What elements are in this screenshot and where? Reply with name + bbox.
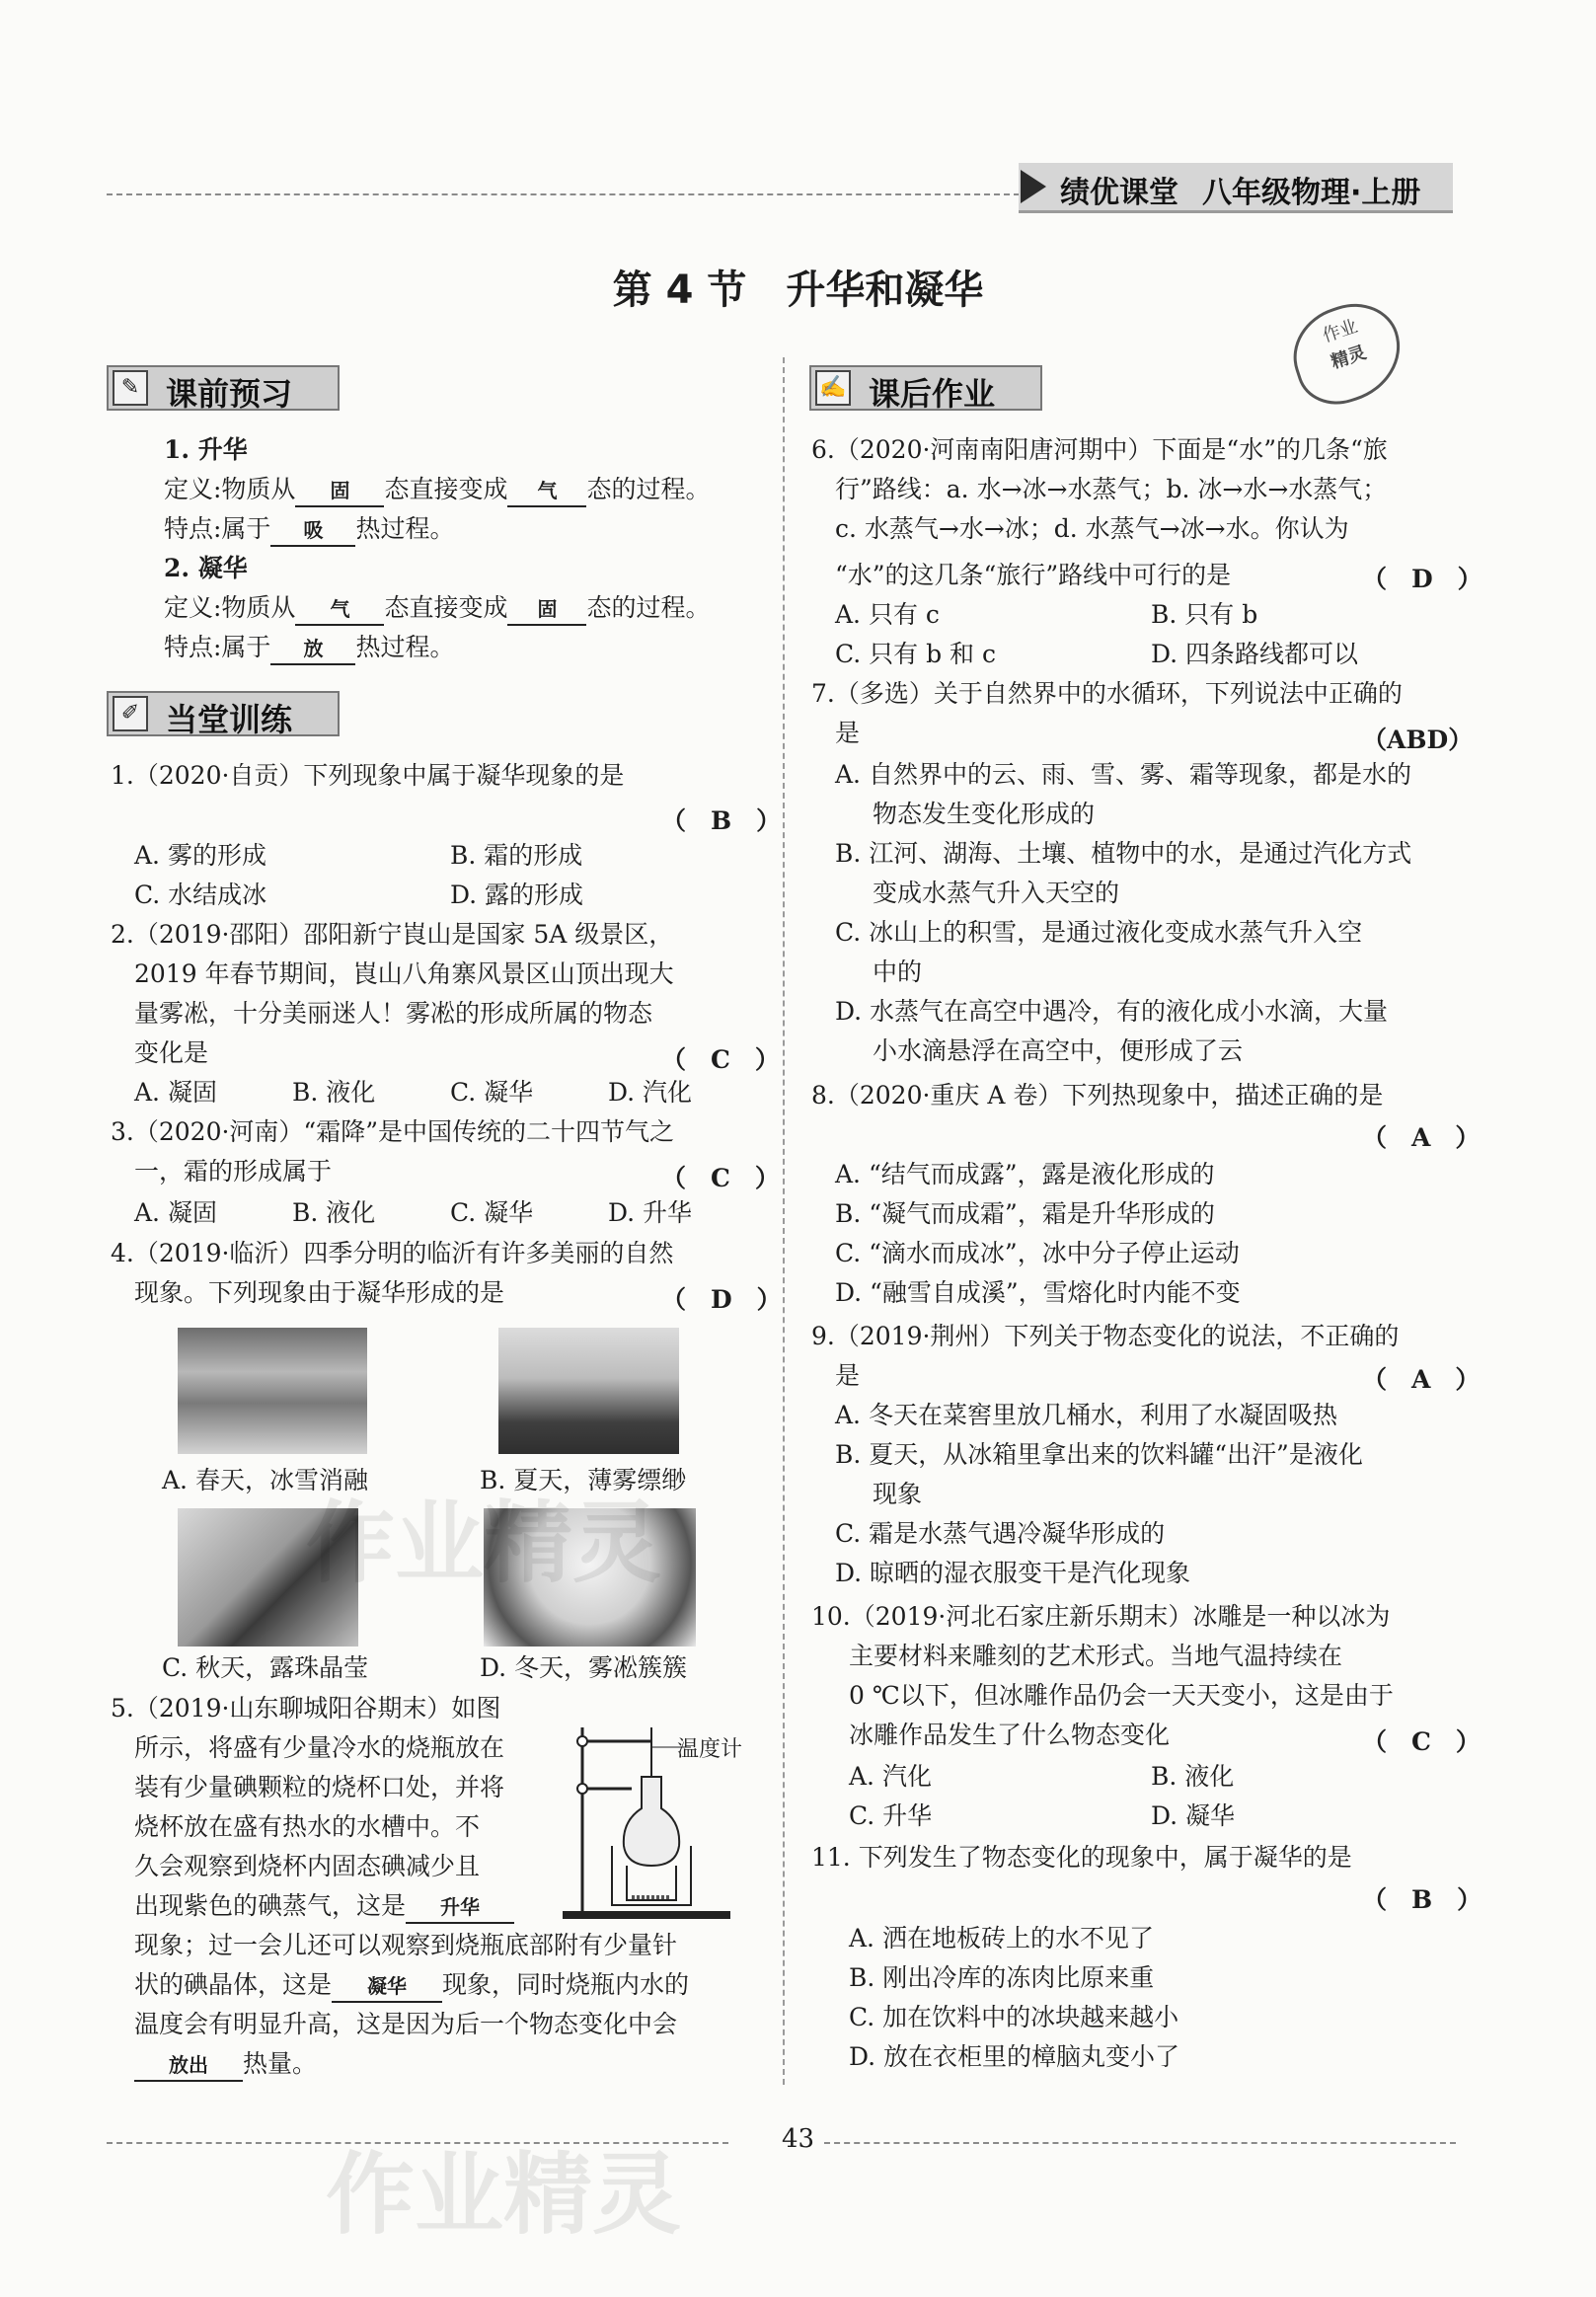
q10-option-a: A. 汽化 xyxy=(849,1762,932,1791)
q11-option-c: C. 加在饮料中的冰块越来越小 xyxy=(849,2003,1179,2031)
q9-line2: 是 xyxy=(835,1361,861,1390)
q10-answer: （ C ） xyxy=(1362,1727,1481,1756)
q10-option-b: B. 液化 xyxy=(1151,1762,1235,1791)
q10-line3: 0 ℃以下，但冰雕作品仍会一天天变小，这是由于 xyxy=(849,1681,1394,1710)
q3-line2: 一，霜的形成属于 xyxy=(134,1157,333,1186)
q6-option-b: B. 只有 b xyxy=(1151,600,1258,629)
q8-option-c: C. “滴水而成冰”，冰中分子停止运动 xyxy=(835,1239,1240,1267)
q11-option-b: B. 刚出冷库的冻肉比原来重 xyxy=(849,1963,1155,1992)
q5-line10: 放出 热量。 xyxy=(134,2044,317,2084)
q10-option-d: D. 凝华 xyxy=(1151,1801,1236,1830)
q7-option-d2: 小水滴悬浮在高空中，便形成了云 xyxy=(873,1036,1244,1065)
q4-option-a: A. 春天，冰雪消融 xyxy=(162,1466,368,1494)
q1-option-c: C. 水结成冰 xyxy=(134,881,267,909)
q6-option-d: D. 四条路线都可以 xyxy=(1151,640,1359,668)
q7-option-a1: A. 自然界中的云、雨、雪、雾、霜等现象，都是水的 xyxy=(835,760,1411,789)
q7-option-b2: 变成水蒸气升入天空的 xyxy=(873,879,1120,907)
pencil-icon: ✎ xyxy=(113,370,148,406)
q9-option-c: C. 霜是水蒸气遇冷凝华形成的 xyxy=(835,1519,1166,1548)
q1-stem: 1.（2020·自贡）下列现象中属于凝华现象的是 xyxy=(111,761,625,790)
preview-feat2: 特点:属于 放 热过程。 xyxy=(164,628,454,667)
q3-answer: （ C ） xyxy=(661,1164,780,1192)
banner-preview: ✎ 课前预习 xyxy=(107,365,340,411)
footer-dash-right xyxy=(824,2142,1456,2144)
column-divider xyxy=(783,357,785,2085)
notebook-icon: ✐ xyxy=(113,696,148,731)
q9-answer: （ A ） xyxy=(1362,1365,1481,1394)
q11-answer: （ B ） xyxy=(1362,1885,1482,1914)
q9-option-d: D. 晾晒的湿衣服变干是汽化现象 xyxy=(835,1559,1191,1587)
q2-line4: 变化是 xyxy=(134,1038,209,1067)
q7-option-c1: C. 冰山上的积雪，是通过液化变成水蒸气升入空 xyxy=(835,918,1363,947)
q1-option-d: D. 露的形成 xyxy=(450,881,584,909)
q3-option-c: C. 凝华 xyxy=(450,1198,534,1227)
q9-line1: 9.（2019·荆州）下列关于物态变化的说法，不正确的 xyxy=(811,1322,1400,1350)
watermark: 作业精灵 xyxy=(306,1492,661,1595)
q5-line7: 现象；过一会儿还可以观察到烧瓶底部附有少量针 xyxy=(134,1931,678,1959)
q2-option-a: A. 凝固 xyxy=(134,1078,217,1107)
q5-line5: 久会观察到烧杯内固态碘减少且 xyxy=(134,1852,481,1880)
q5-line8: 状的碘晶体，这是 凝华 现象，同时烧瓶内水的 xyxy=(134,1965,689,2005)
preview-h1: 1. 升华 xyxy=(164,435,248,464)
header-subtitle: 八年级物理·上册 xyxy=(1202,176,1421,210)
q3-option-d: D. 升华 xyxy=(608,1198,693,1227)
q4-line1: 4.（2019·临沂）四季分明的临沂有许多美丽的自然 xyxy=(111,1239,674,1267)
q2-line1: 2.（2019·邵阳）邵阳新宁崀山是国家 5A 级景区， xyxy=(111,920,674,949)
q4-option-d: D. 冬天，雾凇簇簇 xyxy=(480,1653,688,1682)
q5-line6: 出现紫色的碘蒸气，这是 升华 xyxy=(134,1886,514,1926)
page-number: 43 xyxy=(781,2124,815,2154)
q4-option-c: C. 秋天，露珠晶莹 xyxy=(162,1653,369,1682)
stamp-logo: 作业 精灵 xyxy=(1281,291,1413,415)
q7-option-c2: 中的 xyxy=(873,957,923,986)
q10-option-c: C. 升华 xyxy=(849,1801,933,1830)
q3-line1: 3.（2020·河南）“霜降”是中国传统的二十四节气之 xyxy=(111,1117,674,1146)
q7-option-a2: 物态发生变化形成的 xyxy=(873,800,1096,828)
q4-answer: （ D ） xyxy=(661,1285,782,1314)
q10-line1: 10.（2019·河北石家庄新乐期末）冰雕是一种以冰为 xyxy=(811,1602,1391,1631)
q4-line2: 现象。下列现象由于凝华形成的是 xyxy=(134,1278,505,1307)
photo-spring-ice xyxy=(178,1328,367,1454)
q1-option-b: B. 霜的形成 xyxy=(450,841,583,870)
q2-line2: 2019 年春节期间，崀山八角寨风景区山顶出现大 xyxy=(134,959,674,988)
q5-line3: 装有少量碘颗粒的烧杯口处，并将 xyxy=(134,1773,505,1801)
q8-answer: （ A ） xyxy=(1362,1123,1481,1152)
q10-line4: 冰雕作品发生了什么物态变化 xyxy=(849,1721,1171,1749)
q4-option-b: B. 夏天，薄雾缥缈 xyxy=(480,1466,687,1494)
q8-line1: 8.（2020·重庆 A 卷）下列热现象中，描述正确的是 xyxy=(811,1081,1384,1110)
q6-answer: （ D ） xyxy=(1362,565,1482,593)
q2-option-c: C. 凝华 xyxy=(450,1078,534,1107)
q1-answer: （ B ） xyxy=(661,806,782,835)
section-title: 第 4 节 升华和凝华 xyxy=(612,268,984,313)
q6-line3: c. 水蒸气→水→冰；d. 水蒸气→冰→水。你认为 xyxy=(835,514,1349,543)
q5-line1: 5.（2019·山东聊城阳谷期末）如图 xyxy=(111,1694,501,1723)
q9-option-b1: B. 夏天，从冰箱里拿出来的饮料罐“出汗”是液化 xyxy=(835,1440,1363,1469)
q7-answer: （ABD） xyxy=(1362,726,1474,754)
q8-option-a: A. “结气而成露”，露是液化形成的 xyxy=(835,1160,1215,1188)
q9-option-a: A. 冬天在菜窖里放几桶水，利用了水凝固吸热 xyxy=(835,1401,1337,1429)
q3-option-b: B. 液化 xyxy=(292,1198,376,1227)
q5-line4: 烧杯放在盛有热水的水槽中。不 xyxy=(134,1812,481,1841)
q3-option-a: A. 凝固 xyxy=(134,1198,217,1227)
q7-line2: 是 xyxy=(835,719,861,747)
preview-def2: 定义:物质从 气 态直接变成 固 态的过程。 xyxy=(164,588,710,628)
q1-option-a: A. 雾的形成 xyxy=(134,841,266,870)
header-dash-line xyxy=(107,193,1020,195)
header-brand: 绩优课堂 xyxy=(1060,176,1178,210)
preview-feat1: 特点:属于 吸 热过程。 xyxy=(164,509,454,549)
q8-option-b: B. “凝气而成霜”，霜是升华形成的 xyxy=(835,1199,1215,1228)
q7-option-d1: D. 水蒸气在高空中遇冷，有的液化成小水滴，大量 xyxy=(835,997,1389,1026)
q11-option-a: A. 洒在地板砖上的水不见了 xyxy=(849,1924,1154,1952)
q10-line2: 主要材料来雕刻的艺术形式。当地气温持续在 xyxy=(849,1642,1343,1670)
preview-h2: 2. 凝华 xyxy=(164,554,248,582)
watermark: 作业精灵 xyxy=(326,2143,681,2247)
banner-homework: ✍ 课后作业 xyxy=(809,365,1042,411)
q6-option-a: A. 只有 c xyxy=(835,600,940,629)
q8-option-d: D. “融雪自成溪”，雪熔化时内能不变 xyxy=(835,1278,1241,1307)
q6-line4: “水”的这几条“旅行”路线中可行的是 xyxy=(835,561,1232,589)
q11-option-d: D. 放在衣柜里的樟脑丸变小了 xyxy=(849,2042,1180,2071)
q2-answer: （ C ） xyxy=(661,1045,780,1074)
preview-def1: 定义:物质从 固 态直接变成 气 态的过程。 xyxy=(164,470,710,509)
q11-line1: 11. 下列发生了物态变化的现象中，属于凝华的是 xyxy=(811,1843,1352,1872)
photo-summer-fog xyxy=(498,1328,679,1454)
q5-line2: 所示，将盛有少量冷水的烧瓶放在 xyxy=(134,1733,505,1762)
q5-line9: 温度会有明显升高，这是因为后一个物态变化中会 xyxy=(134,2010,678,2038)
q2-option-b: B. 液化 xyxy=(292,1078,376,1107)
pen-paper-icon: ✍ xyxy=(815,370,851,406)
q6-line1: 6.（2020·河南南阳唐河期中）下面是“水”的几条“旅 xyxy=(811,435,1388,464)
q7-option-b1: B. 江河、湖海、土壤、植物中的水，是通过汽化方式 xyxy=(835,839,1412,868)
banner-practice: ✐ 当堂训练 xyxy=(107,691,340,736)
q2-line3: 量雾凇，十分美丽迷人！雾凇的形成所属的物态 xyxy=(134,999,653,1028)
q2-option-d: D. 汽化 xyxy=(608,1078,693,1107)
q7-line1: 7.（多选）关于自然界中的水循环，下列说法中正确的 xyxy=(811,679,1403,708)
q6-option-c: C. 只有 b 和 c xyxy=(835,640,996,668)
q6-line2: 行”路线：a. 水→冰→水蒸气；b. 冰→水→水蒸气； xyxy=(835,475,1388,503)
q9-option-b2: 现象 xyxy=(873,1480,923,1508)
header-arrow-icon xyxy=(1021,170,1046,203)
thermometer-label: 温度计 xyxy=(677,1737,743,1762)
